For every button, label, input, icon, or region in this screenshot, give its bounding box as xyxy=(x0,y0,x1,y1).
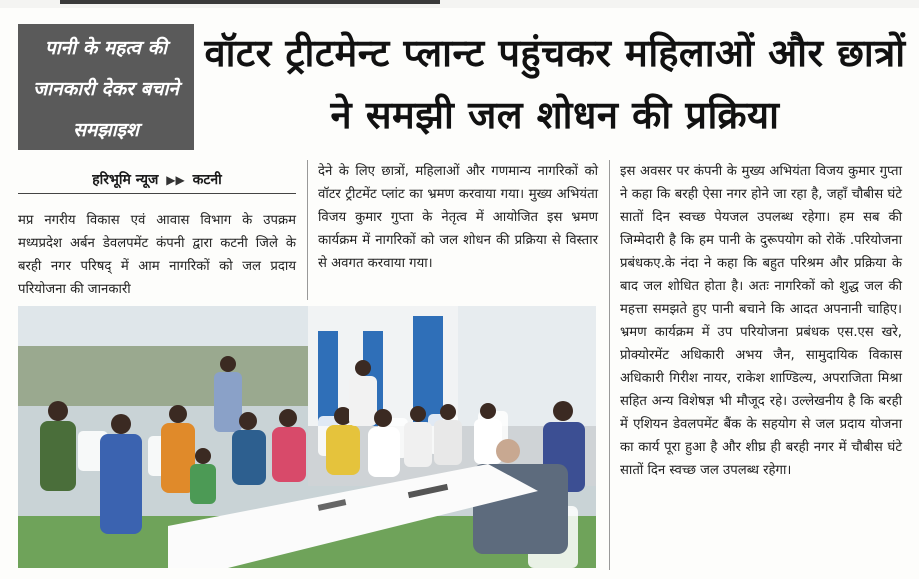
byline-rule xyxy=(18,193,296,194)
byline-place: कटनी xyxy=(192,172,222,188)
byline-source: हरिभूमि न्यूज xyxy=(92,172,159,188)
column-divider-1 xyxy=(307,160,308,300)
previous-story-strip xyxy=(0,0,919,8)
article-column-2: देने के लिए छात्रों, महिलाओं और गणमान्य नागरिकों को वॉटर ट्रीटमेंट प्लांट का भ्रमण करवाया गया। मुख्य अभियंता विजय कुमार गुप्ता के नेतृत्व में आयोजित इस भ्रमण कार्यक्रम में नागरिकों को जल शोधन की प्रक्रिया से विस्तार से अवगत करवाया गया। xyxy=(318,164,598,271)
news-photo xyxy=(18,306,596,568)
article-column-3: इस अवसर पर कंपनी के मुख्य अभियंता विजय कुमार गुप्ता ने कहा कि बरही ऐसा नगर होने जा रहा है, जहाँ चौबीस घंटे सातों दिन स्वच्छ पेयजल उपलब्ध रहेगा। हम सब की जिम्मेदारी है कि हम पानी के दुरूपयोग को रोकें .परियोजना प्रबंधकए.के नंदा ने कहा कि बहुत परिश्रम और प्रक्रिया के बाद जल शोधित होता है। अतः नागरिकों को शुद्ध जल की महत्ता समझते हुए पानी बचाने कि आदत अपनानी चाहिए। भ्रमण कार्यक्रम में उप परियोजना प्रबंधक एस.एस खरे, प्रोक्योरमेंट अधिकारी अभय जैन, सामुदायिक विकास अधिकारी गिरीश नायर, राकेश शाण्डिल्य, अपराजिता मिश्रा सहित अन्य विशेषज्ञ भी मौजूद रहे। उल्लेखनीय है कि बरही में एशियन डेवलपमेंट बैंक के सहयोग से जल प्रदाय योजना का कार्य पूरा हुआ है और शीघ्र ही बरही नगर में चौबीस घंटे सातों दिन स्वच्छ जल उपलब्ध रहेगा। xyxy=(620,164,902,478)
headline: वॉटर ट्रीटमेन्ट प्लान्ट पहुंचकर महिलाओं और छात्रों ने समझी जल शोधन की प्रक्रिया xyxy=(204,31,906,137)
column-divider-2 xyxy=(609,160,610,570)
byline xyxy=(18,170,296,189)
article-column-1: मप्र नगरीय विकास एवं आवास विभाग के उपक्रम मध्यप्रदेश अर्बन डेवलपमेंट कंपनी द्वारा कटनी जिले के बरही नगर परिषद् में आम नागरिकों को जल प्रदाय परियोजना की जानकारी xyxy=(18,213,296,297)
photo-illustration xyxy=(18,306,596,568)
byline-arrows-icon: ▶▶ xyxy=(166,173,185,187)
kicker-text: पानी के महत्व की जानकारी देकर बचाने समझाइश xyxy=(33,37,179,141)
previous-story-bar xyxy=(60,0,440,4)
